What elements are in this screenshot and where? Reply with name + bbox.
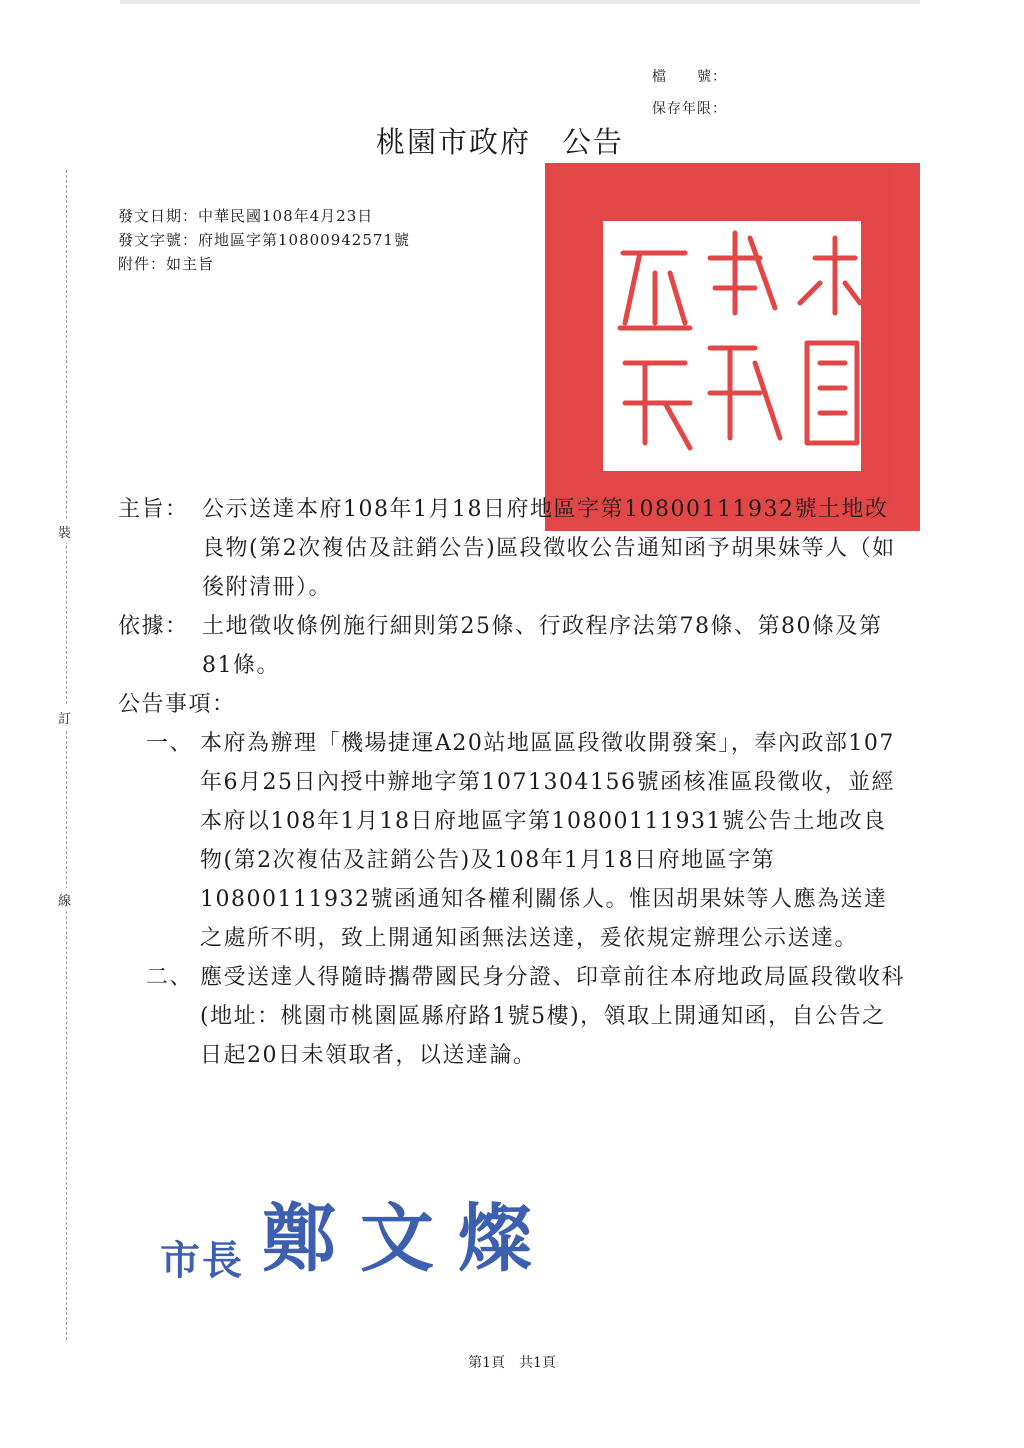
basis-text: 土地徵收條例施行細則第25條、行政程序法第78條、第80條及第81條。: [202, 614, 883, 678]
official-seal-stamp: [545, 163, 920, 531]
binding-mark-xian: 線: [58, 888, 71, 911]
item-number: 一、: [146, 731, 194, 756]
attachment-note: 附件：如主旨: [118, 255, 215, 273]
retention-period-label: 保存年限：: [652, 101, 727, 117]
page-number: 第1頁 共1頁: [468, 1355, 556, 1371]
binding-mark-ding: 訂: [58, 706, 71, 729]
issue-date: 發文日期：中華民國108年4月23日: [118, 207, 374, 225]
binding-mark-zhuang: 裝: [58, 520, 71, 543]
signature-name: 鄭文燦: [262, 1196, 556, 1282]
notice-items-header: [118, 685, 908, 724]
page-top-edge: [120, 0, 920, 4]
page-title: 桃園市政府 公告: [376, 125, 625, 159]
notice-body: [118, 490, 908, 1075]
item-number: 二、: [146, 965, 194, 990]
document-number: 發文字號：府地區字第10800942571號: [118, 231, 410, 249]
item-text: 本府為辦理「機場捷運A20站地區區段徵收開發案」，奉內政部107年6月25日內授中辦地字第1071304156號函核准區段徵收，並經本府以108年1月18日府地區字第10800111931號公告土地改良物(第2次複估及註銷公告)及108年1月18日府地區字第10800111932號函通知各權利關係人。惟因胡果妹等人應為送達之處所不明，致上開通知函無法送達，爰依規定辦理公示送達。: [200, 731, 895, 951]
subject-section: [118, 490, 908, 607]
item-text: 應受送達人得隨時攜帶國民身分證、印章前往本府地政局區段徵收科(地址：桃園市桃園區縣府路1號5樓)，領取上開通知函，自公告之日起20日未領取者，以送達論。: [200, 965, 906, 1068]
file-number-label: 檔 號：: [652, 69, 727, 85]
notice-items-label: 公告事項：: [118, 692, 236, 717]
subject-text: 公示送達本府108年1月18日府地區字第10800111932號土地改良物(第2次複估及註銷公告)區段徵收公告通知函予胡果妹等人（如後附清冊）。: [202, 497, 896, 600]
basis-section: [118, 607, 908, 685]
document-header: [118, 204, 410, 276]
binding-line: [66, 170, 67, 1340]
notice-item-1: [146, 724, 908, 958]
notice-item-2: [146, 958, 908, 1075]
mayor-signature-stamp: [160, 1180, 556, 1286]
basis-label: 依據：: [118, 614, 189, 639]
subject-label: 主旨：: [118, 497, 189, 522]
signature-title: 市長: [160, 1237, 244, 1284]
seal-icon: [545, 163, 920, 531]
